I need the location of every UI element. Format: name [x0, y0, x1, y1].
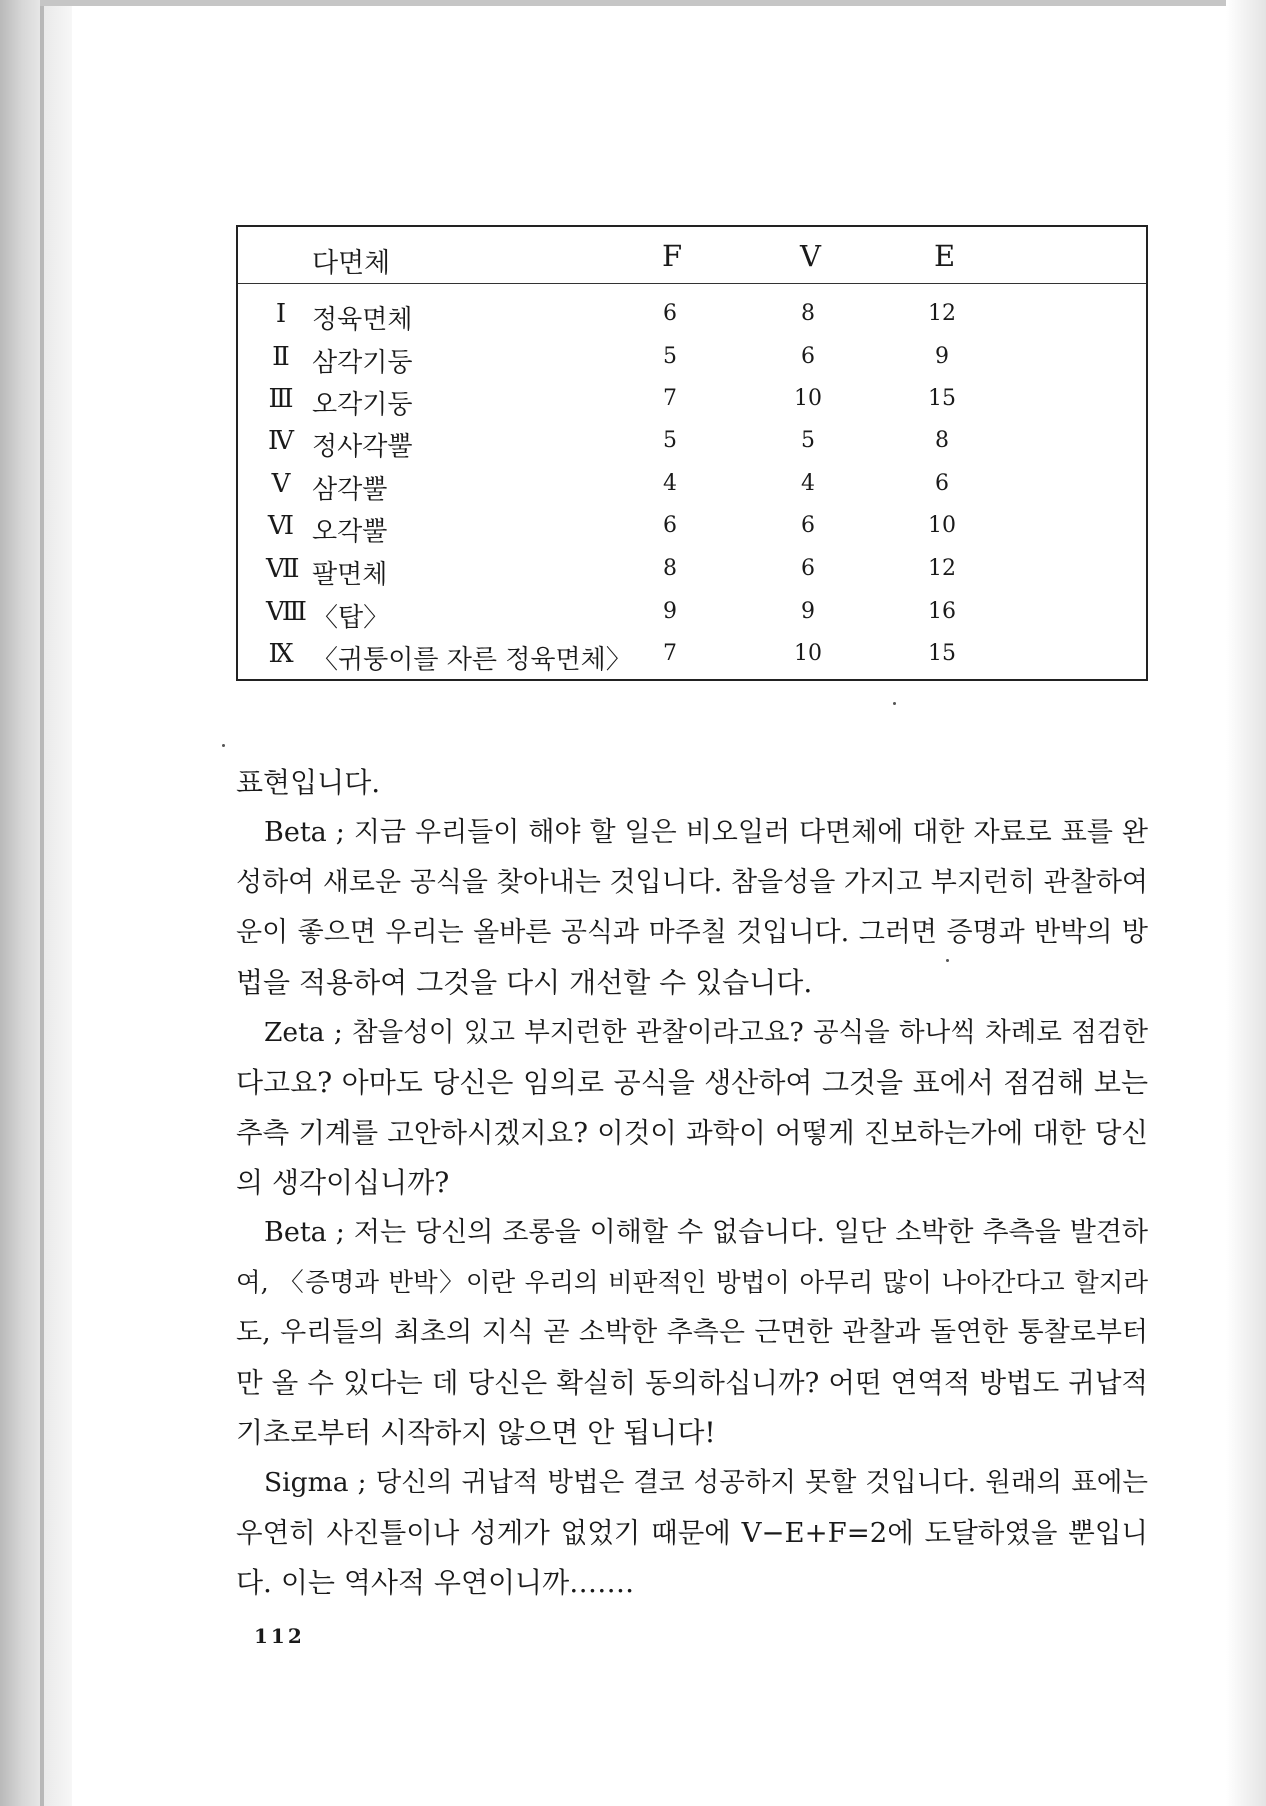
- row-e: 9: [935, 344, 949, 369]
- table-row: [238, 463, 1146, 505]
- text-line: Sigma ; 당신의 귀납적 방법은 결코 성공하지 못할 것입니다. 원래의 표에는: [264, 1467, 1148, 1498]
- row-e: 12: [928, 556, 956, 581]
- table-row: [238, 378, 1146, 420]
- text-line: Zeta ; 참을성이 있고 부지런한 관찰이라고요? 공식을 하나씩 차례로 점검한: [264, 1017, 1148, 1048]
- book-spine-edge: [0, 0, 72, 1806]
- text-line: 다고요? 아마도 당신은 임의로 공식을 생산하여 그것을 표에서 점검해 보는: [236, 1066, 1148, 1099]
- row-name: 〈귀퉁이를 자른 정육면체〉: [312, 645, 632, 675]
- row-v: 9: [801, 599, 815, 624]
- row-e: 15: [928, 641, 956, 666]
- text-line: Beta ; 저는 당신의 조롱을 이해할 수 없습니다. 일단 소박한 추측을 발견하: [264, 1217, 1148, 1248]
- row-number: Ⅸ: [268, 639, 294, 669]
- row-name: 오각기둥: [312, 390, 413, 420]
- row-e: 8: [935, 428, 949, 453]
- row-v: 6: [801, 344, 815, 369]
- row-number: Ⅵ: [267, 511, 295, 541]
- print-speck: [222, 744, 225, 747]
- row-v: 10: [794, 641, 822, 666]
- row-v: 4: [801, 471, 815, 496]
- row-number: Ⅷ: [266, 597, 307, 627]
- row-v: 6: [801, 556, 815, 581]
- row-number: Ⅴ: [271, 469, 291, 499]
- print-speck: [893, 702, 896, 705]
- text-line: 성하여 새로운 공식을 찾아내는 것입니다. 참을성을 가지고 부지런히 관찰하여: [236, 867, 1148, 898]
- table-row: [238, 505, 1146, 547]
- text-line: 여, 〈증명과 반박〉이란 우리의 비판적인 방법이 아무리 많이 나아간다고 할지라: [236, 1268, 1148, 1298]
- row-e: 6: [935, 471, 949, 496]
- text-line: 추측 기계를 고안하시겠지요? 이것이 과학이 어떻게 진보하는가에 대한 당신: [236, 1117, 1148, 1149]
- row-e: 10: [928, 513, 956, 538]
- print-speck: [946, 959, 949, 962]
- table-row: [238, 591, 1146, 633]
- row-name: 정사각뿔: [312, 432, 413, 462]
- table-row: [238, 420, 1146, 462]
- book-spine-line: [40, 0, 44, 1806]
- row-name: 오각뿔: [312, 517, 388, 547]
- page-right-shadow: [1226, 0, 1266, 1806]
- polyhedra-table: [236, 225, 1148, 681]
- table-row: [238, 633, 1146, 675]
- table-row: [238, 336, 1146, 378]
- text-line: 법을 적용하여 그것을 다시 개선할 수 있습니다.: [236, 966, 813, 999]
- page-number: 112: [254, 1624, 305, 1648]
- row-number: Ⅲ: [268, 384, 294, 414]
- row-name: 팔면체: [312, 560, 388, 590]
- text-line: Beta ; 지금 우리들이 해야 할 일은 비오일러 다면체에 대한 자료로 표를 완: [264, 817, 1148, 848]
- row-f: 5: [663, 428, 677, 453]
- header-f: F: [662, 239, 683, 273]
- header-e: E: [934, 239, 956, 273]
- row-e: 12: [928, 301, 956, 326]
- row-name: 삼각뿔: [312, 475, 388, 505]
- body-text: [236, 758, 1148, 1608]
- row-number: Ⅱ: [272, 342, 290, 372]
- row-f: 6: [663, 513, 677, 538]
- row-number: Ⅳ: [268, 426, 294, 456]
- row-f: 4: [663, 471, 677, 496]
- text-line: 운이 좋으면 우리는 올바른 공식과 마주칠 것입니다. 그러면 증명과 반박의 방: [236, 917, 1148, 948]
- row-name: 삼각기둥: [312, 348, 413, 378]
- row-f: 5: [663, 344, 677, 369]
- row-f: 9: [663, 599, 677, 624]
- header-polyhedron: 다면체: [312, 248, 391, 279]
- row-number: Ⅶ: [266, 554, 300, 584]
- row-e: 16: [928, 599, 956, 624]
- row-e: 15: [928, 386, 956, 411]
- row-v: 5: [801, 428, 815, 453]
- row-name: 정육면체: [312, 305, 413, 335]
- row-v: 6: [801, 513, 815, 538]
- row-f: 7: [663, 641, 677, 666]
- table-row: [238, 548, 1146, 590]
- row-v: 10: [794, 386, 822, 411]
- text-line: 다. 이는 역사적 우연이니까…….: [236, 1566, 635, 1599]
- row-name: 〈탑〉: [312, 603, 390, 633]
- row-f: 6: [663, 301, 677, 326]
- header-v: V: [800, 239, 821, 273]
- text-line: 표현입니다.: [236, 766, 381, 799]
- text-line: 도, 우리들의 최초의 지식 곧 소박한 추측은 근면한 관찰과 돌연한 통찰로부터: [236, 1317, 1148, 1348]
- text-line: 우연히 사진틀이나 성게가 없었기 때문에 V−E+F=2에 도달하였을 뿐입니: [236, 1517, 1148, 1549]
- text-line: 기초로부터 시작하지 않으면 안 됩니다!: [236, 1416, 716, 1449]
- row-v: 8: [801, 301, 815, 326]
- text-line: 만 올 수 있다는 데 당신은 확실히 동의하십니까? 어떤 연역적 방법도 귀납적: [236, 1367, 1148, 1399]
- text-line: 의 생각이십니까?: [236, 1166, 450, 1199]
- table-row: [238, 293, 1146, 335]
- row-number: Ⅰ: [275, 299, 287, 329]
- row-f: 8: [663, 556, 677, 581]
- row-f: 7: [663, 386, 677, 411]
- table-header: [238, 227, 1146, 284]
- page-top-edge: [40, 0, 1226, 6]
